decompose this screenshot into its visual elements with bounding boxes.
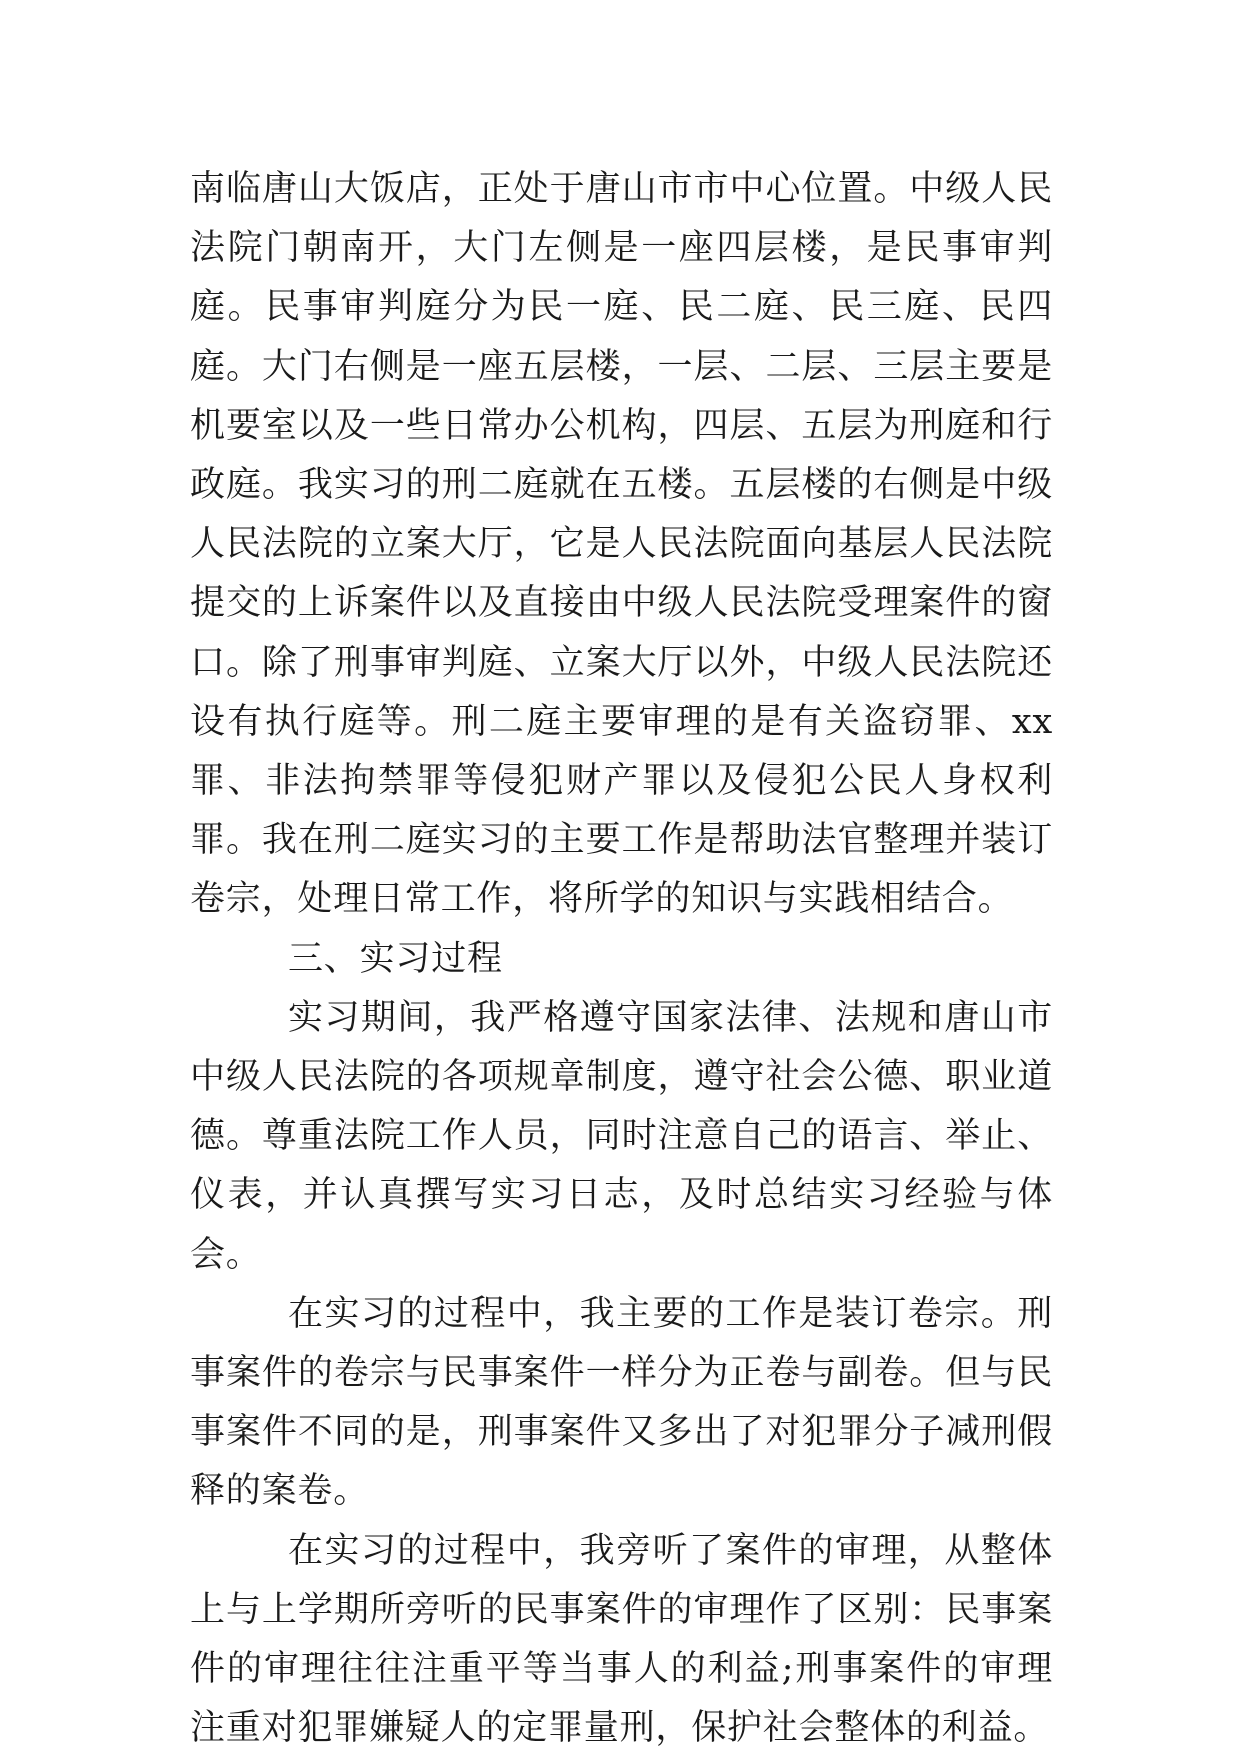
paragraph-trial-observation: 在实习的过程中，我旁听了案件的审理，从整体上与上学期所旁听的民事案件的审理作了区别：民事案件的审理往往注重平等当事人的利益;刑事案件的审理注重对犯罪嫌疑人的定罪量刑，保护社会整体的利益。 <box>190 1530 1053 1749</box>
paragraph-conduct: 实习期间，我严格遵守国家法律、法规和唐山市中级人民法院的各项规章制度，遵守社会公德、职业道德。尊重法院工作人员，同时注意自己的语言、举止、仪表，并认真撰写实习日志，及时总结实习经验与体会。 <box>190 997 1053 1275</box>
document-page <box>190 160 1053 1758</box>
section-heading-internship-process: 三、实习过程 <box>288 938 503 979</box>
paragraph-binding-files: 在实习的过程中，我主要的工作是装订卷宗。刑事案件的卷宗与民事案件一样分为正卷与副卷。但与民事案件不同的是，刑事案件又多出了对犯罪分子减刑假释的案卷。 <box>190 1293 1053 1512</box>
paragraph-court-layout: 南临唐山大饭店，正处于唐山市市中心位置。中级人民法院门朝南开，大门左侧是一座四层楼，是民事审判庭。民事审判庭分为民一庭、民二庭、民三庭、民四庭。大门右侧是一座五层楼，一层、二层、三层主要是机要室以及一些日常办公机构，四层、五层为刑庭和行政庭。我实习的刑二庭就在五楼。五层楼的右侧是中级人民法院的立案大厅，它是人民法院面向基层人民法院提交的上诉案件以及直接由中级人民法院受理案件的窗口。除了刑事审判庭、立案大厅以外，中级人民法院还设有执行庭等。刑二庭主要审理的是有关盗窃罪、xx罪、非法拘禁罪等侵犯财产罪以及侵犯公民人身权利罪。我在刑二庭实习的主要工作是帮助法官整理并装订卷宗，处理日常工作，将所学的知识与实践相结合。 <box>190 169 1053 920</box>
